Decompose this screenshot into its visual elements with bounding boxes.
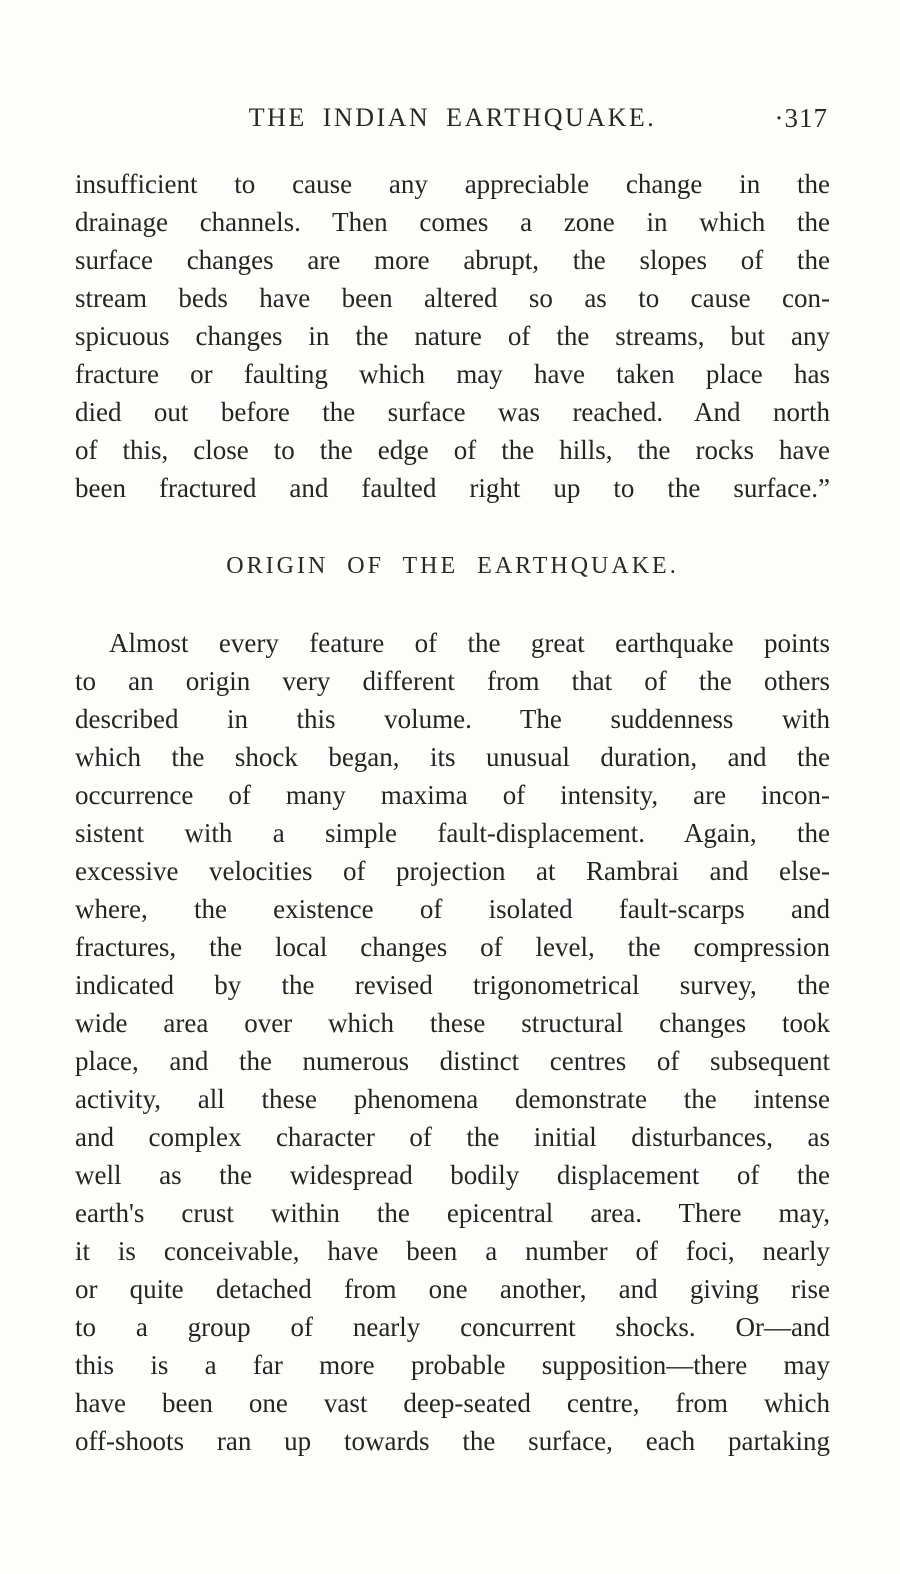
text-line: have been one vast deep-seated centre, from which: [75, 1388, 830, 1418]
section-heading: ORIGIN OF THE EARTHQUAKE.: [226, 553, 679, 579]
running-title: THE INDIAN EARTHQUAKE.: [248, 103, 657, 132]
text-line: indicated by the revised trigonometrical survey, the: [75, 970, 830, 1000]
text-line: off-shoots ran up towards the surface, each partaking: [75, 1426, 830, 1456]
text-line: excessive velocities of projection at Rambrai and else-: [75, 856, 830, 886]
text-line: fractures, the local changes of level, the compression: [75, 932, 830, 962]
text-line: earth's crust within the epicentral area. There may,: [75, 1198, 830, 1228]
text-line: where, the existence of isolated fault-scarps and: [75, 894, 830, 924]
text-line: of this, close to the edge of the hills, the rocks have: [75, 435, 830, 465]
page-header: [75, 103, 830, 137]
paragraph-origin: [75, 624, 830, 1460]
text-line: wide area over which these structural changes took: [75, 1008, 830, 1038]
text-line: or quite detached from one another, and giving rise: [75, 1274, 830, 1304]
text-line: to an origin very different from that of the others: [75, 666, 830, 696]
text-line: surface changes are more abrupt, the slopes of the: [75, 245, 830, 275]
text-line: and complex character of the initial disturbances, as: [75, 1122, 830, 1152]
text-line: to a group of nearly concurrent shocks. Or—and: [75, 1312, 830, 1342]
text-line: been fractured and faulted right up to the surface.”: [75, 473, 830, 503]
text-line: stream beds have been altered so as to cause con-: [75, 283, 830, 313]
text-line: activity, all these phenomena demonstrate the intense: [75, 1084, 830, 1114]
text-line: died out before the surface was reached. And north: [75, 397, 830, 427]
text-line: place, and the numerous distinct centres of subsequent: [75, 1046, 830, 1076]
paragraph-continuation: [75, 165, 830, 507]
text-line: occurrence of many maxima of intensity, are incon-: [75, 780, 830, 810]
text-line: well as the widespread bodily displacement of the: [75, 1160, 830, 1190]
text-line: which the shock began, its unusual duration, and the: [75, 742, 830, 772]
text-line: spicuous changes in the nature of the streams, but any: [75, 321, 830, 351]
text-line: insufficient to cause any appreciable change in the: [75, 169, 830, 199]
text-line: it is conceivable, have been a number of foci, nearly: [75, 1236, 830, 1266]
page-number: ·317: [774, 103, 828, 133]
text-line: sistent with a simple fault-displacement. Again, the: [75, 818, 830, 848]
text-line: drainage channels. Then comes a zone in which the: [75, 207, 830, 237]
text-line: Almost every feature of the great earthquake points: [109, 628, 830, 658]
text-line: this is a far more probable supposition—there may: [75, 1350, 830, 1380]
text-line: described in this volume. The suddenness with: [75, 704, 830, 734]
text-line: fracture or faulting which may have taken place has: [75, 359, 830, 389]
